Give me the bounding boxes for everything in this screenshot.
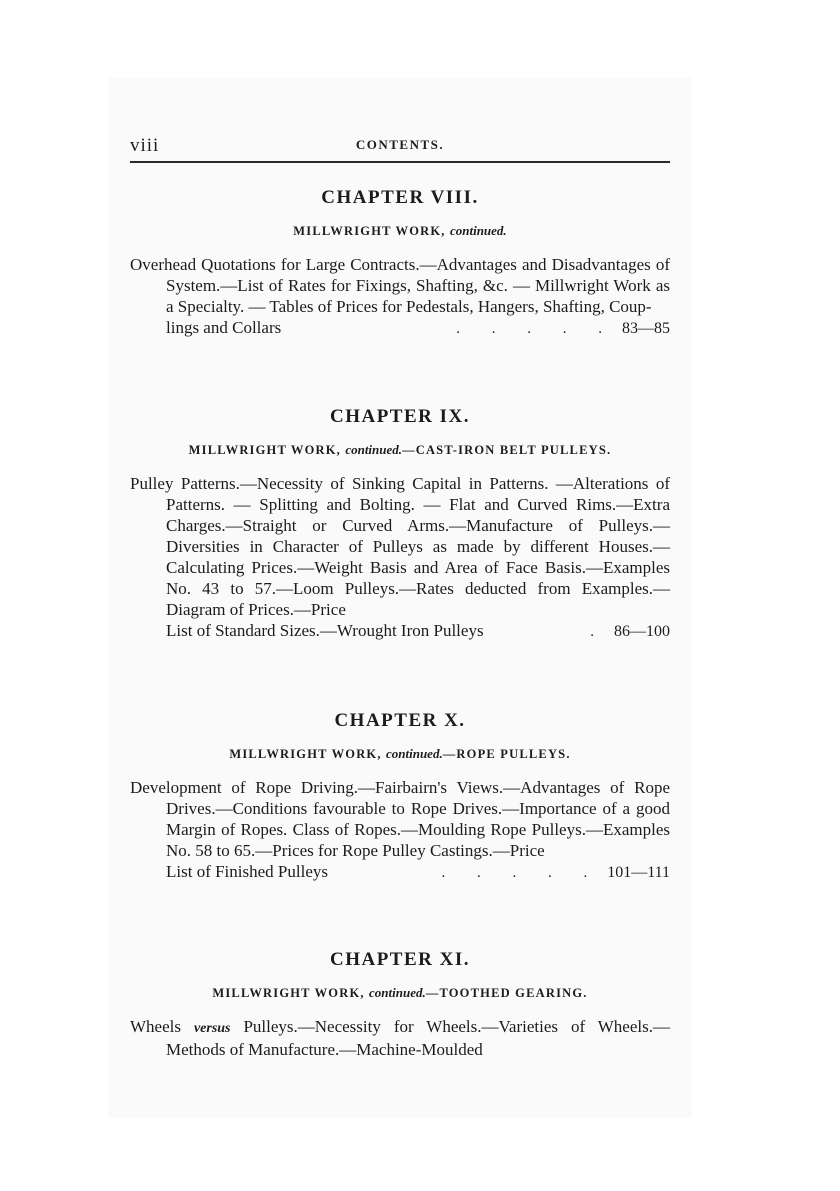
summary-text: Wheels [130,1017,194,1036]
chapter-summary: Development of Rope Driving.—Fairbairn's Views.—Advantages of Rope Drives.—Conditions favourable to Rope Drives.—Importance of a good Margin of Ropes. Class of Ropes.—Moulding Rope Pulleys.—Examples No. 58 to 65.—Prices for Rope Pulley Castings.—Price [130,778,670,860]
subtitle-text: MILLWRIGHT WORK, [229,747,386,761]
page-range: 86—100 [614,623,670,640]
summary-text-post: Pulleys.—Necessity for Wheels.—Varieties of Wheels.—Methods of Manufacture.—Machine-Moulded [166,1017,670,1059]
subtitle-text: MILLWRIGHT WORK, [212,986,370,1000]
subtitle-text-post: —TOOTHED GEARING. [425,986,588,1000]
chapter-summary: Pulley Patterns.—Necessity of Sinking Capital in Patterns. —Alterations of Patterns. — Splitting and Bolting. — Flat and Curved Rims.—Extra Charges.—Straight or Curved Arms.—Manufacture of Pulleys.—Diversities in Character of Pulleys as made by different Houses.— Calculating Prices.—Weight Basis and Area of Face Basis.—Examples No. 43 to 57.—Loom Pulleys.—Rates deducted from Examples.—Diagram of Prices.—Price [130,474,670,619]
chapter-summary-last-line [130,317,670,340]
chapter-summary [130,1016,670,1060]
subtitle-text: MILLWRIGHT WORK, [188,443,346,457]
page-header [130,135,670,155]
dot-leader: . . . . . [456,321,616,337]
chapter-ix [130,405,670,643]
subtitle-italic: continued. [386,746,443,761]
header-rule [130,161,670,163]
subtitle-text-post: —CAST-IRON BELT PULLEYS. [402,443,612,457]
summary-tail: List of Finished Pulleys [166,862,328,881]
subtitle-italic: continued. [345,442,403,457]
chapter-viii [130,186,670,340]
chapter-xi [130,948,670,1060]
subtitle-italic: continued. [449,223,507,238]
chapter-summary-last-line [130,861,670,884]
summary-tail: List of Standard Sizes.—Wrought Iron Pulleys [166,621,484,640]
summary-italic: versus [193,1021,231,1036]
page-range: 101—111 [607,864,670,881]
page-range: 83—85 [622,320,670,337]
running-head: CONTENTS. [355,137,445,152]
subtitle-text-post: —ROPE PULLEYS. [442,747,571,761]
chapter-title: CHAPTER X. [334,710,466,731]
subtitle-text: MILLWRIGHT WORK, [293,224,450,238]
chapter-subtitle [130,745,670,763]
chapter-title: CHAPTER VIII. [321,187,479,208]
dot-leader: . [590,624,608,640]
page-number: viii [130,135,160,156]
subtitle-italic: continued. [369,985,426,1000]
chapter-subtitle [130,441,670,459]
summary-tail: lings and Collars [166,318,282,337]
chapter-title: CHAPTER IX. [329,406,470,427]
chapter-summary: Overhead Quotations for Large Contracts.—Advantages and Disadvantages of System.—List of Rates for Fixings, Shafting, &c. — Millwright Work as a Specialty. — Tables of Prices for Pedestals, Hangers, Shafting, Coup- [130,255,670,316]
chapter-subtitle [130,984,670,1002]
chapter-x [130,709,670,884]
dot-leader: . . . . . [441,865,602,881]
chapter-title: CHAPTER XI. [329,949,470,970]
chapter-subtitle [130,222,670,240]
chapter-summary-last-line [130,620,670,643]
